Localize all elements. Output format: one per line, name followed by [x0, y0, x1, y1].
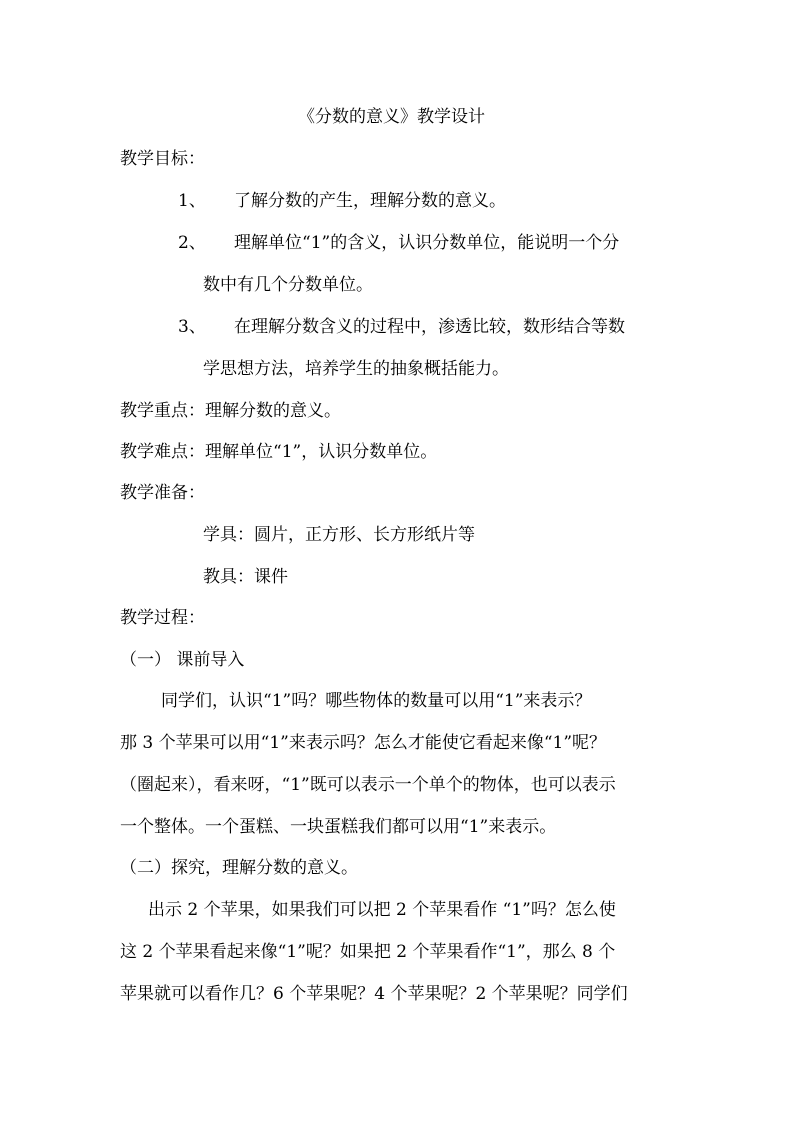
goal-item-3 — [178, 316, 625, 338]
goal-item-2-continued: 数中有几个分数单位。 — [203, 275, 373, 295]
key-point: 教学重点：理解分数的意义。 — [120, 401, 341, 421]
goals-heading: 教学目标： — [120, 149, 205, 169]
section1-paragraph-line: 那 3 个苹果可以用“1”来表示吗？怎么才能使它看起来像“1”呢？ — [120, 733, 607, 753]
section1-heading: （一） 课前导入 — [120, 650, 245, 670]
section1-paragraph-line: 一个整体。一个蛋糕、一块蛋糕我们都可以用“1”来表示。 — [120, 817, 557, 837]
goal-number: 2、 — [178, 233, 206, 253]
prep-student: 学具：圆片，正方形、长方形纸片等 — [203, 525, 475, 545]
goal-item-2 — [178, 232, 619, 254]
section2-paragraph-line: 这 2 个苹果看起来像“1”呢？如果把 2 个苹果看作“1”，那么 8 个 — [120, 942, 616, 962]
goal-text: 了解分数的产生，理解分数的意义。 — [234, 191, 506, 211]
goal-number: 3、 — [178, 317, 206, 337]
goal-item-3-continued: 学思想方法，培养学生的抽象概括能力。 — [203, 359, 509, 379]
document-title: 《分数的意义》教学设计 — [298, 107, 485, 127]
process-heading: 教学过程： — [120, 608, 205, 628]
goal-number: 1、 — [178, 191, 206, 211]
goal-text: 理解单位“1”的含义，认识分数单位，能说明一个分 — [234, 233, 620, 253]
section2-paragraph-line: 苹果就可以看作几？6 个苹果呢？4 个苹果呢？2 个苹果呢？同学们 — [120, 984, 628, 1004]
section2-paragraph-line: 出示 2 个苹果，如果我们可以把 2 个苹果看作 “1”吗？怎么使 — [148, 900, 616, 920]
difficulty: 教学难点：理解单位“1”，认识分数单位。 — [120, 442, 438, 462]
section1-paragraph-line: （圈起来），看来呀，“1”既可以表示一个单个的物体，也可以表示 — [120, 775, 616, 795]
goal-item-1 — [178, 190, 506, 212]
section2-heading: （二）探究，理解分数的意义。 — [120, 858, 358, 878]
section1-paragraph-line: 同学们，认识“1”吗？哪些物体的数量可以用“1”来表示？ — [161, 691, 592, 711]
goal-text: 在理解分数含义的过程中，渗透比较，数形结合等数 — [234, 317, 625, 337]
prep-heading: 教学准备： — [120, 483, 205, 503]
prep-teacher: 教具：课件 — [203, 567, 288, 587]
